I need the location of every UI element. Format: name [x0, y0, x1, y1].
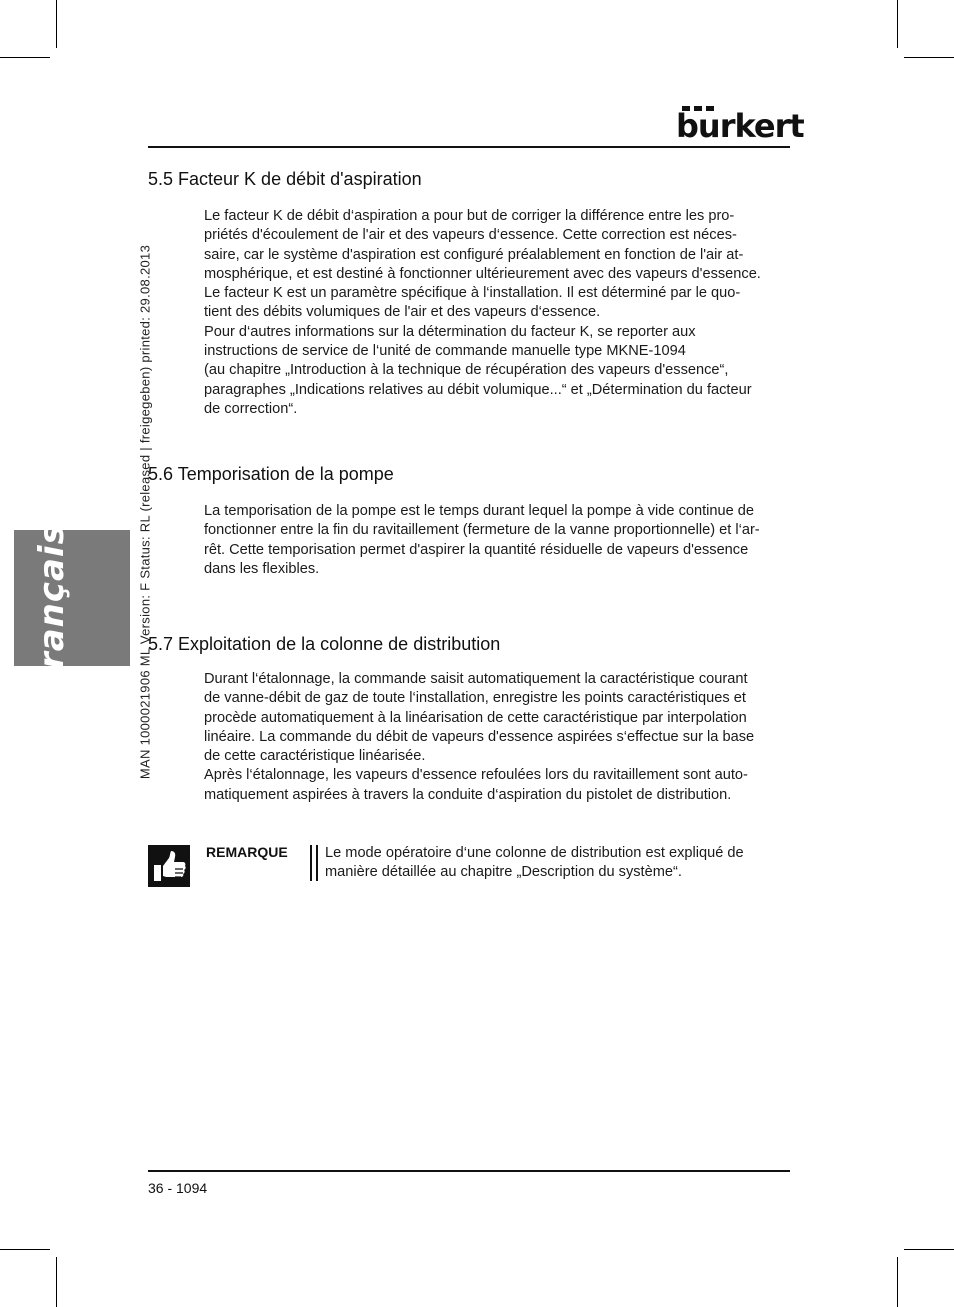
- text-line: Le facteur K de débit d‘aspiration a pour but de corriger la différence entre les pro-: [204, 208, 735, 224]
- thumbs-up-icon: [148, 845, 190, 887]
- text-line: instructions de service de l‘unité de commande manuelle type MKNE-1094: [204, 343, 686, 360]
- crop-mark: [904, 57, 954, 58]
- header-rule: [148, 146, 790, 148]
- text-line: de vanne-débit de gaz de toute l‘installation, enregistre les points caractéristiques et: [204, 690, 746, 707]
- text-line: priétés d'écoulement de l'air et des vapeurs d‘essence. Cette correction est néces-: [204, 227, 737, 244]
- text-line: de correction“.: [204, 400, 298, 417]
- text-line: Après l‘étalonnage, les vapeurs d'essence refoulées lors du ravitaillement sont auto-: [204, 767, 748, 784]
- text-line: mosphérique, et est destiné à fonctionner ultérieurement avec des vapeurs d'essence.: [204, 265, 761, 282]
- note-text: [325, 844, 795, 883]
- text-line: paragraphes „Indications relatives au débit volumique...“ et „Détermination du facteur: [204, 381, 752, 398]
- text-line: rêt. Cette temporisation permet d'aspirer la quantité résiduelle de vapeurs d'essence: [204, 541, 749, 558]
- text-line: tient des débits volumiques de l'air et des vapeurs d‘essence.: [204, 304, 601, 321]
- crop-mark: [56, 1257, 57, 1307]
- text-line: La temporisation de la pompe est le temps durant lequel la pompe à vide continue de: [204, 503, 755, 519]
- text-line: Pour d‘autres informations sur la détermination du facteur K, se reporter aux: [204, 323, 696, 340]
- page-number: 36 - 1094: [148, 1180, 208, 1196]
- text-line: Durant l‘étalonnage, la commande saisit automatiquement la caractéristique courant: [204, 671, 748, 687]
- crop-mark: [0, 57, 50, 58]
- note-label: REMARQUE: [206, 844, 288, 860]
- text-line: saire, car le système d'aspiration est configuré préalablement en fonction de l'air at-: [204, 246, 744, 263]
- text-line: manière détaillée au chapitre „Description du système“.: [325, 864, 682, 881]
- language-tab-label: français: [32, 523, 72, 685]
- crop-mark: [897, 0, 898, 48]
- section-heading: 5.7 Exploitation de la colonne de distribution: [148, 634, 501, 654]
- text-line: de cette caractéristique linéarisée.: [204, 748, 426, 765]
- text-line: linéaire. La commande du débit de vapeurs d'essence aspirées s‘effectue sur la base: [204, 728, 755, 745]
- crop-mark: [0, 1249, 50, 1250]
- text-line: fonctionner entre la fin du ravitaillement (fermeture de la vanne proportionnelle) et l‘ar-: [204, 522, 760, 539]
- text-line: (au chapitre „Introduction à la technique de récupération des vapeurs d'essence“,: [204, 362, 729, 379]
- burkert-logo: [676, 102, 804, 145]
- text-line: Le facteur K est un paramètre spécifique à l‘installation. Il est déterminé par le quo-: [204, 285, 741, 302]
- section-body: [204, 207, 794, 419]
- text-line: procède automatiquement à la linéarisation de cette caractéristique par interpolation: [204, 709, 747, 726]
- text-line: dans les flexibles.: [204, 560, 320, 577]
- logo-text: burkert: [676, 107, 804, 145]
- section-body: [204, 502, 794, 579]
- crop-mark: [56, 0, 57, 48]
- section-heading: 5.5 Facteur K de débit d'aspiration: [148, 169, 422, 189]
- footer-rule: [148, 1170, 790, 1172]
- crop-mark: [904, 1249, 954, 1250]
- document-meta: MAN 1000021906 ML Version: F Status: RL (released | freigegeben) printed: 29.08.2013: [137, 244, 153, 780]
- crop-mark: [897, 1257, 898, 1307]
- note-divider: [310, 845, 320, 881]
- text-line: matiquement aspirées à travers la conduite d‘aspiration du pistolet de distribution.: [204, 786, 732, 803]
- text-line: Le mode opératoire d‘une colonne de distribution est expliqué de: [325, 845, 744, 861]
- section-heading: 5.6 Temporisation de la pompe: [148, 464, 394, 484]
- section-body: [204, 670, 794, 805]
